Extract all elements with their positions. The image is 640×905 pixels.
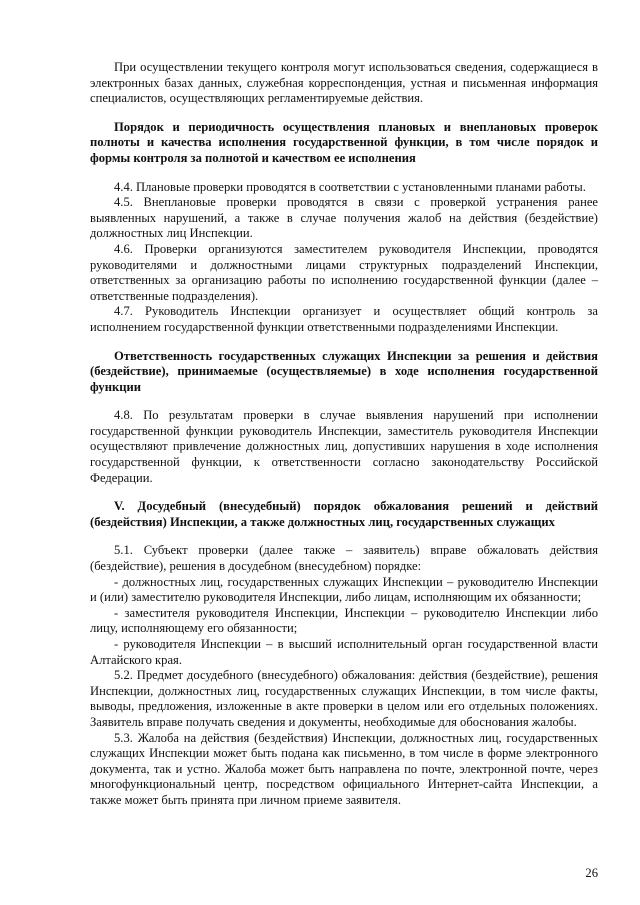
paragraph-5-1: 5.1. Субъект проверки (далее также – заявитель) вправе обжаловать действия (бездействие), решения в досудебном (внесудебном) порядке: [90, 543, 598, 574]
paragraph-4-8: 4.8. По результатам проверки в случае выявления нарушений при исполнении государственной функции руководитель Инспекции, заместитель руководителя Инспекции осуществляют привлечение должностных лиц, допустивших нарушения в ходе исполнения государственной функции, к ответственности согласно законодательству Российской Федерации. [90, 408, 598, 485]
section-heading-appeal: V. Досудебный (внесудебный) порядок обжалования решений и действий (бездействия) Инспекции, а также должностных лиц, государственных служащих [90, 499, 598, 529]
intro-paragraph: При осуществлении текущего контроля могут использоваться сведения, содержащиеся в электронных базах данных, служебная корреспонденция, устная и письменная информация специалистов, осуществляющих регламентируемые действия. [90, 60, 598, 106]
paragraph-4-5: 4.5. Внеплановые проверки проводятся в связи с проверкой устранения ранее выявленных нарушений, а также в случае получения жалоб на действия (бездействие) должностных лиц Инспекции. [90, 195, 598, 241]
list-item-deputy: - заместителя руководителя Инспекции, Инспекции – руководителю Инспекции либо лицу, исполняющему его обязанности; [90, 605, 598, 636]
paragraph-4-4: 4.4. Плановые проверки проводятся в соответствии с установленными планами работы. [114, 179, 586, 194]
paragraph-4-7: 4.7. Руководитель Инспекции организует и осуществляет общий контроль за исполнением государственной функции ответственными подразделениями Инспекции. [90, 304, 598, 334]
list-item-head: - руководителя Инспекции – в высший исполнительный орган государственной власти Алтайского края. [90, 637, 598, 667]
page-number: 26 [585, 866, 598, 880]
list-item-officials: - должностных лиц, государственных служащих Инспекции – руководителю Инспекции и (или) заместителю руководителя Инспекции, либо лицам, исполняющим их обязанности; [90, 574, 598, 605]
paragraph-5-3: 5.3. Жалоба на действия (бездействия) Инспекции, должностных лиц, государственных служащих Инспекции может быть подана как письменно, в том числе в форме электронного документа, так и устно. Жалоба может быть направлена по почте, электронной почте, через многофункциональный центр, посредством официального Интернет-сайта Инспекции, а также может быть принята при личном приеме заявителя. [90, 730, 598, 807]
section-heading-inspections: Порядок и периодичность осуществления плановых и внеплановых проверок полноты и качества исполнения государственной функции, в том числе порядок и формы контроля за полнотой и качеством ее исполнения [90, 119, 598, 165]
paragraph-5-2: 5.2. Предмет досудебного (внесудебного) обжалования: действия (бездействие), решения Инспекции, должностных лиц, государственных служащих Инспекции, в том числе факты, выводы, предложения, изложенные в акте проверки в целом или его отдельных положениях. Заявитель вправе получать сведения и документы, необходимые для обоснования жалобы. [90, 668, 598, 729]
document-body [90, 60, 598, 809]
section-heading-responsibility: Ответственность государственных служащих Инспекции за решения и действия (бездействие), принимаемые (осуществляемые) в ходе исполнения государственной функции [90, 348, 598, 394]
paragraph-4-6: 4.6. Проверки организуются заместителем руководителя Инспекции, проводятся руководителями и должностными лицами структурных подразделений Инспекции, ответственных за организацию работы по исполнению государственной функции (далее – ответственные подразделения). [90, 241, 598, 303]
